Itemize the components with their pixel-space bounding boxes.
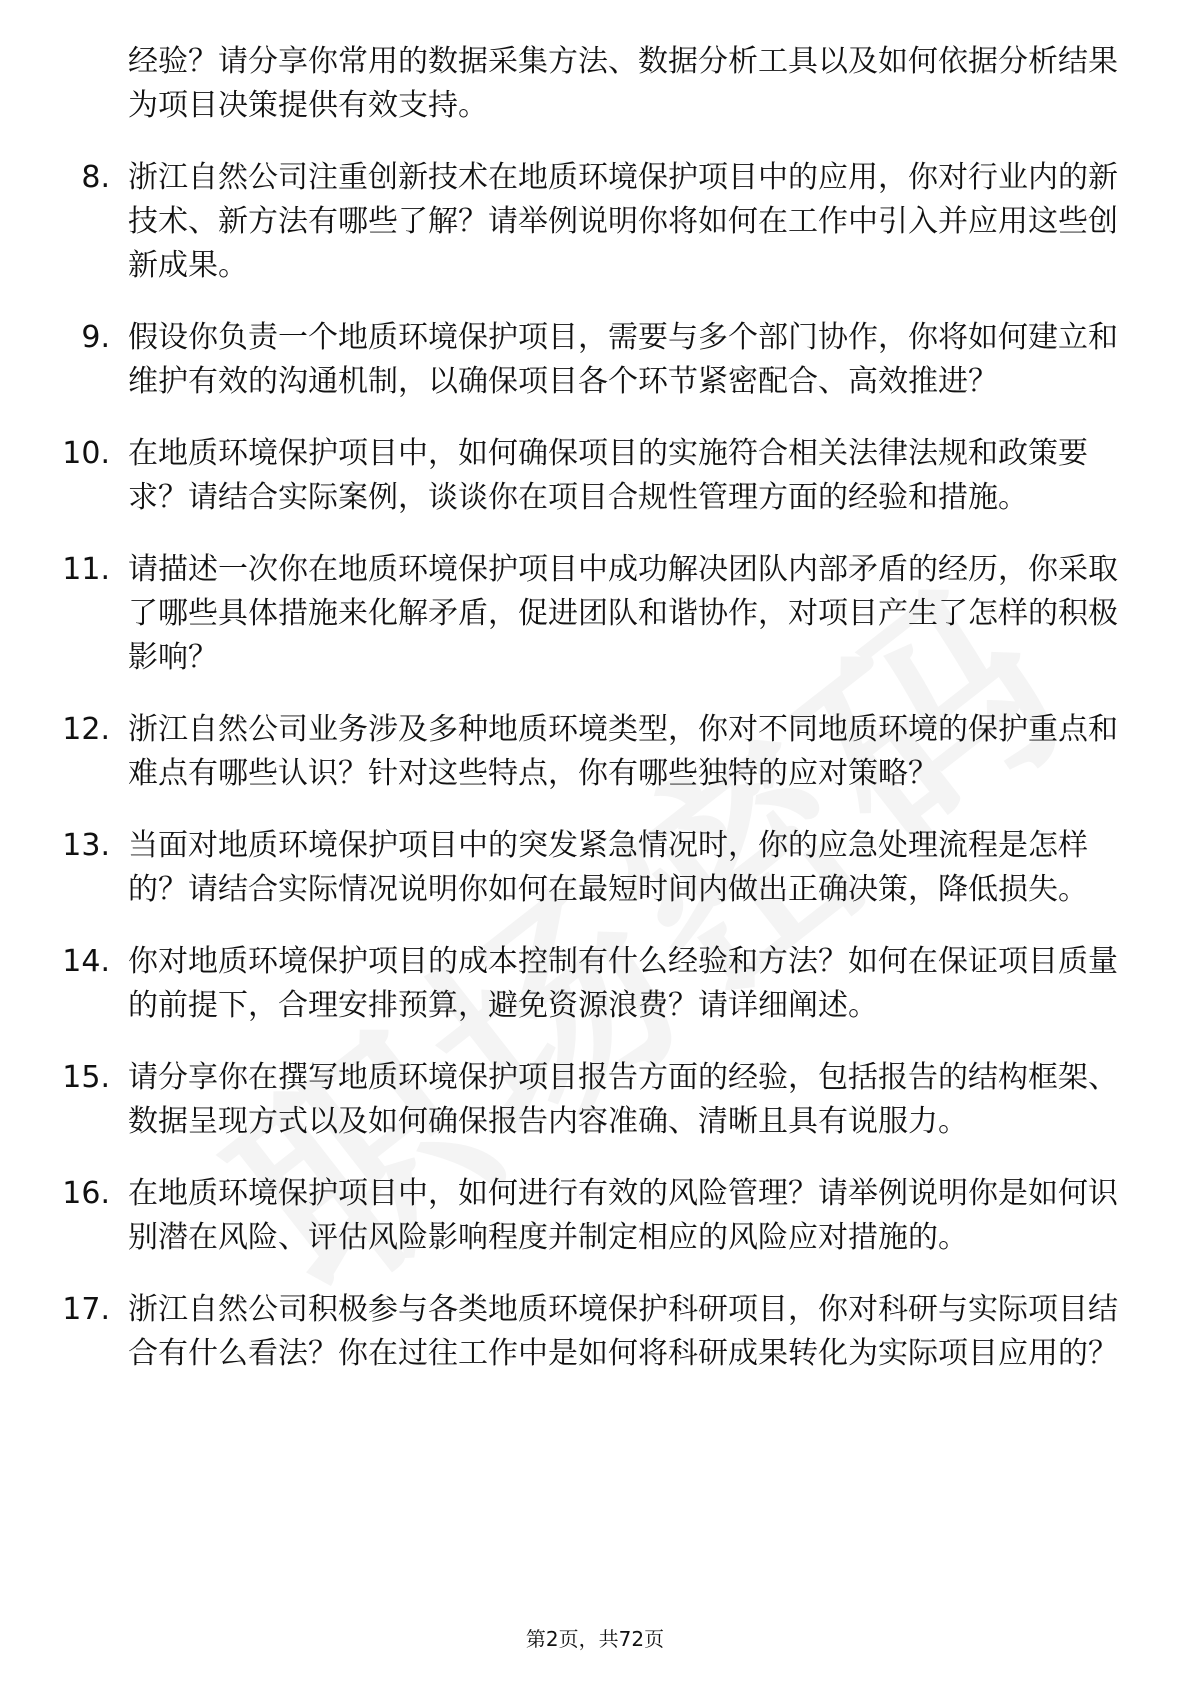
list-item: [0, 940, 1118, 1028]
question-number: 13.: [62, 828, 110, 863]
question-text: 请分享你在撰写地质环境保护项目报告方面的经验，包括报告的结构框架、数据呈现方式以及如何确保报告内容准确、清晰且具有说服力。: [128, 1060, 1118, 1139]
question-list: [0, 156, 1190, 1376]
question-number: 11.: [62, 552, 110, 587]
list-item: [0, 708, 1118, 796]
question-text: 浙江自然公司积极参与各类地质环境保护科研项目，你对科研与实际项目结合有什么看法？你在过往工作中是如何将科研成果转化为实际项目应用的？: [128, 1292, 1118, 1371]
question-text: 在地质环境保护项目中，如何进行有效的风险管理？请举例说明你是如何识别潜在风险、评估风险影响程度并制定相应的风险应对措施的。: [128, 1176, 1118, 1255]
page-footer: 第2页，共72页: [525, 1627, 665, 1651]
question-text: 在地质环境保护项目中，如何确保项目的实施符合相关法律法规和政策要求？请结合实际案例，谈谈你在项目合规性管理方面的经验和措施。: [128, 436, 1088, 515]
question-number: 12.: [62, 712, 110, 747]
question-text: 当面对地质环境保护项目中的突发紧急情况时，你的应急处理流程是怎样的？请结合实际情况说明你如何在最短时间内做出正确决策，降低损失。: [128, 828, 1088, 907]
question-text: 假设你负责一个地质环境保护项目，需要与多个部门协作，你将如何建立和维护有效的沟通机制，以确保项目各个环节紧密配合、高效推进？: [128, 320, 1118, 399]
list-item: [0, 548, 1118, 680]
list-item: [0, 1172, 1118, 1260]
list-item: [0, 432, 1118, 520]
document-body: [0, 40, 1190, 1404]
list-item: [0, 316, 1118, 404]
question-number: 10.: [62, 436, 110, 471]
question-text: 你对地质环境保护项目的成本控制有什么经验和方法？如何在保证项目质量的前提下，合理安排预算，避免资源浪费？请详细阐述。: [128, 944, 1118, 1023]
question-text: 请描述一次你在地质环境保护项目中成功解决团队内部矛盾的经历，你采取了哪些具体措施来化解矛盾，促进团队和谐协作，对项目产生了怎样的积极影响？: [128, 552, 1118, 675]
question-number: 16.: [62, 1176, 110, 1211]
list-item: [0, 1056, 1118, 1144]
continuation-text: 经验？请分享你常用的数据采集方法、数据分析工具以及如何依据分析结果为项目决策提供有效支持。: [128, 44, 1118, 123]
question-number: 15.: [62, 1060, 110, 1095]
question-text: 浙江自然公司业务涉及多种地质环境类型，你对不同地质环境的保护重点和难点有哪些认识？针对这些特点，你有哪些独特的应对策略？: [128, 712, 1118, 791]
list-item: [0, 1288, 1118, 1376]
question-text: 浙江自然公司注重创新技术在地质环境保护项目中的应用，你对行业内的新技术、新方法有哪些了解？请举例说明你将如何在工作中引入并应用这些创新成果。: [128, 160, 1118, 283]
question-number: 14.: [62, 944, 110, 979]
question-number: 9.: [81, 320, 110, 355]
question-number: 8.: [81, 160, 110, 195]
list-item: [0, 156, 1118, 288]
question-number: 17.: [62, 1292, 110, 1327]
list-item: [0, 824, 1118, 912]
